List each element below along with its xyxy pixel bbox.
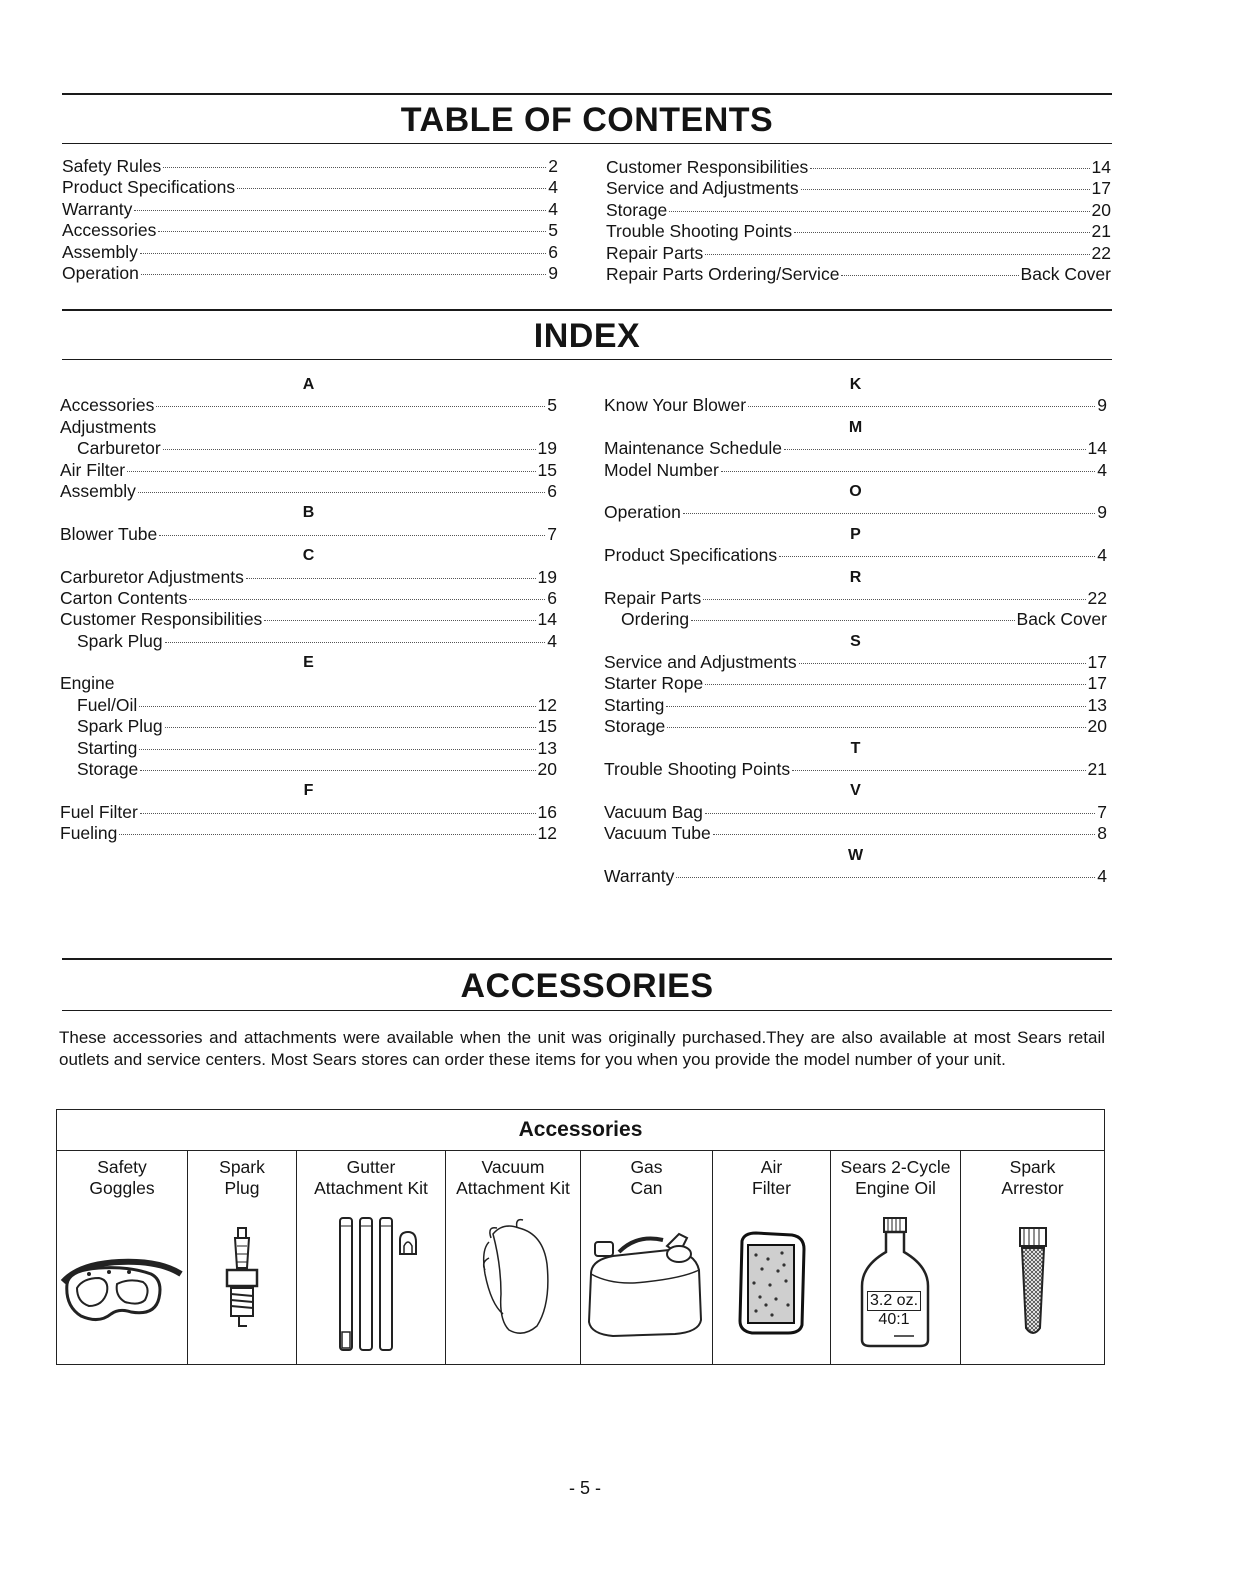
entry-page: 2 (548, 156, 558, 176)
oil-bottle-label (861, 1291, 927, 1329)
accessory-name: Gutter Attachment Kit (314, 1157, 428, 1198)
dot-leader (705, 684, 1085, 685)
dot-leader (801, 189, 1090, 190)
index-entry (604, 652, 1107, 673)
dot-leader (721, 471, 1095, 472)
entry-page: 17 (1091, 178, 1111, 199)
index-entry (60, 588, 557, 609)
accessories-top-rule (62, 958, 1112, 960)
dot-leader (139, 749, 535, 750)
index-entry (60, 823, 557, 844)
dot-leader (138, 492, 545, 493)
index-entry (60, 438, 557, 459)
entry-page: 17 (1087, 652, 1107, 673)
entry-page: 12 (537, 823, 557, 844)
index-entry (60, 716, 557, 737)
accessory-cell-gutter-kit (297, 1151, 446, 1365)
dot-leader (264, 620, 535, 621)
entry-label: Operation (604, 502, 681, 523)
accessories-title: ACCESSORIES (460, 967, 714, 1005)
dot-leader (139, 706, 535, 707)
entry-label: Operation (62, 262, 139, 283)
oil-bottle-ratio: 40:1 (878, 1311, 910, 1328)
dot-leader (841, 275, 1018, 276)
index-letter-heading: B (302, 504, 315, 522)
oil-bottle-size: 3.2 oz. (867, 1291, 921, 1311)
entry-page: 22 (1087, 587, 1107, 608)
index-entry (60, 395, 557, 416)
toc-title-rule (62, 143, 1112, 144)
entry-label: Customer Responsibilities (606, 157, 809, 177)
accessory-name: Gas Can (630, 1157, 663, 1198)
dot-leader (669, 211, 1089, 212)
index-entry (60, 673, 557, 694)
entry-label: Vacuum Bag (604, 801, 703, 822)
toc-entry (62, 199, 558, 220)
toc-entry (62, 263, 558, 284)
spark-arrestor-icon (1008, 1224, 1058, 1344)
entry-page: Back Cover (1016, 609, 1107, 630)
entry-label: Maintenance Schedule (604, 438, 783, 459)
dot-leader (140, 770, 535, 771)
index-letter-heading: K (849, 376, 862, 393)
entry-page: 20 (1087, 716, 1107, 737)
index-entry (60, 609, 557, 630)
entry-page: 6 (547, 587, 557, 608)
index-entry (60, 759, 557, 780)
index-entry (60, 417, 557, 438)
index-title-rule (62, 359, 1112, 360)
entry-page: 9 (1097, 395, 1107, 416)
entry-page: Back Cover (1020, 263, 1111, 284)
entry-page: 4 (1097, 865, 1107, 886)
dot-leader (140, 813, 536, 814)
entry-label: Assembly (60, 480, 136, 501)
toc-entry (606, 178, 1111, 199)
entry-label: Repair Parts Ordering/Service (606, 263, 840, 284)
toc-entry (606, 243, 1111, 264)
entry-label: Warranty (62, 198, 133, 219)
accessory-cell-spark-plug (188, 1151, 297, 1365)
dot-leader (140, 253, 546, 254)
index-letter-heading: W (847, 846, 864, 864)
entry-page: 21 (1091, 221, 1111, 242)
index-entry (604, 609, 1107, 630)
accessory-name: Spark Plug (219, 1157, 265, 1198)
dot-leader (237, 188, 546, 189)
index-entry (604, 759, 1107, 780)
index-entry (604, 460, 1107, 481)
gas-can-icon (583, 1224, 711, 1344)
index-entry (604, 438, 1107, 459)
entry-page: 5 (548, 220, 558, 241)
toc-right-column (606, 157, 1111, 285)
entry-label: Air Filter (60, 459, 126, 480)
dot-leader (748, 406, 1095, 407)
dot-leader (165, 727, 536, 728)
dot-leader (141, 274, 546, 275)
entry-label: Starting (604, 694, 665, 715)
entry-label: Accessories (60, 395, 155, 416)
index-letter-heading: O (849, 482, 862, 500)
index-entry (604, 802, 1107, 823)
toc-top-rule (62, 93, 1112, 95)
dot-leader (246, 578, 536, 579)
entry-page: 6 (547, 480, 557, 501)
dot-leader (119, 834, 535, 835)
entry-page: 7 (547, 523, 557, 544)
accessory-cell-air-filter (713, 1151, 831, 1365)
safety-goggles-icon (59, 1234, 185, 1334)
entry-page: 8 (1097, 823, 1107, 844)
toc-entry (62, 220, 558, 241)
entry-label: Carton Contents (60, 587, 188, 608)
accessories-table (56, 1109, 1105, 1365)
entry-page: 13 (537, 737, 557, 758)
dot-leader (156, 406, 545, 407)
entry-label: Storage (604, 716, 666, 737)
page-number: - 5 - (568, 1478, 601, 1498)
spark-plug-icon (217, 1224, 267, 1344)
entry-page: 14 (1091, 157, 1111, 177)
toc-left-column (62, 156, 558, 284)
accessory-name: Safety Goggles (89, 1157, 155, 1198)
dot-leader (792, 770, 1085, 771)
entry-label: Model Number (604, 459, 719, 480)
toc-title: TABLE OF CONTENTS (400, 101, 774, 139)
entry-label: Ordering (621, 609, 690, 630)
entry-page: 15 (537, 716, 557, 737)
dot-leader (691, 620, 1014, 621)
dot-leader (666, 706, 1085, 707)
entry-label: Product Specifications (62, 177, 236, 198)
toc-entry (62, 177, 558, 198)
entry-page: 19 (537, 438, 557, 459)
entry-label: Repair Parts (604, 587, 702, 608)
index-entry (60, 567, 557, 588)
gutter-kit-icon (316, 1214, 426, 1354)
entry-label: Assembly (62, 241, 138, 262)
entry-label: Carburetor Adjustments (60, 566, 244, 587)
entry-page: 17 (1087, 673, 1107, 694)
dot-leader (779, 556, 1095, 557)
accessories-intro: These accessories and attachments were available when the unit was originally purchased.They are also available at most Sears retail outlets and service centers. Most Sears stores can order these items for you when you provide the model number of your unit. (59, 1028, 1105, 1069)
entry-page: 15 (537, 459, 557, 480)
entry-label: Customer Responsibilities (60, 609, 263, 630)
index-title: INDEX (533, 317, 641, 355)
dot-leader (784, 449, 1085, 450)
entry-label: Repair Parts (606, 242, 704, 263)
dot-leader (158, 231, 546, 232)
dot-leader (127, 471, 535, 472)
entry-label: Trouble Shooting Points (604, 759, 791, 780)
index-entry (60, 524, 557, 545)
accessory-cell-vacuum-kit (446, 1151, 581, 1365)
entry-label: Starting (77, 737, 138, 758)
entry-label: Accessories (62, 220, 157, 241)
index-entry (60, 738, 557, 759)
toc-entry (606, 264, 1111, 285)
index-entry (604, 866, 1107, 887)
index-entry (604, 695, 1107, 716)
index-entry (604, 716, 1107, 737)
dot-leader (189, 599, 545, 600)
dot-leader (713, 834, 1096, 835)
index-letter-heading: C (302, 547, 315, 565)
accessories-table-title: Accessories (57, 1110, 1105, 1151)
entry-page: 19 (537, 566, 557, 587)
entry-label: Trouble Shooting Points (606, 221, 793, 242)
entry-page: 4 (548, 198, 558, 219)
dot-leader (134, 210, 546, 211)
index-letter-heading: S (850, 632, 861, 650)
dot-leader (163, 167, 546, 168)
dot-leader (703, 599, 1085, 600)
index-entry (60, 481, 557, 502)
dot-leader (163, 449, 536, 450)
dot-leader (794, 232, 1089, 233)
accessory-name: Sears 2-Cycle Engine Oil (840, 1157, 951, 1198)
entry-label: Starter Rope (604, 673, 704, 694)
index-letter-heading: A (302, 376, 315, 393)
index-letter-heading: M (848, 418, 863, 436)
air-filter-icon (732, 1229, 812, 1339)
index-entry (604, 673, 1107, 694)
entry-label: Fueling (60, 823, 118, 844)
entry-label: Vacuum Tube (604, 823, 711, 844)
entry-label: Spark Plug (77, 716, 163, 737)
dot-leader (159, 535, 545, 536)
entry-page: 4 (547, 630, 557, 651)
dot-leader (165, 642, 546, 643)
entry-page: 20 (537, 759, 557, 780)
entry-page: 9 (548, 262, 558, 283)
index-letter-heading: V (850, 782, 861, 800)
entry-page: 20 (1091, 199, 1111, 220)
index-entry (604, 545, 1107, 566)
engine-oil-icon (854, 1216, 938, 1352)
accessory-cell-gas-can (581, 1151, 713, 1365)
entry-label: Product Specifications (604, 545, 778, 566)
index-letter-heading: E (303, 654, 314, 672)
index-entry (60, 631, 557, 652)
index-letter-heading: T (850, 739, 861, 757)
index-entry (60, 460, 557, 481)
entry-label: Storage (606, 199, 668, 220)
accessory-cell-spark-arrestor (961, 1151, 1105, 1365)
entry-label: Safety Rules (62, 156, 162, 176)
dot-leader (683, 513, 1095, 514)
entry-page: 4 (548, 177, 558, 198)
entry-page: 9 (1097, 502, 1107, 523)
entry-label: Fuel/Oil (77, 694, 138, 715)
index-letter-heading: F (303, 782, 314, 800)
entry-page: 4 (1097, 459, 1107, 480)
dot-leader (799, 663, 1086, 664)
entry-label: Service and Adjustments (604, 652, 797, 673)
index-entry (604, 588, 1107, 609)
index-entry (604, 823, 1107, 844)
index-right-column (604, 374, 1107, 887)
entry-label: Service and Adjustments (606, 178, 799, 199)
index-entry (604, 395, 1107, 416)
entry-label: Storage (77, 759, 139, 780)
accessory-name: Air Filter (752, 1157, 791, 1198)
dot-leader (810, 168, 1089, 169)
entry-label: Fuel Filter (60, 801, 138, 822)
dot-leader (667, 727, 1085, 728)
entry-label: Warranty (604, 865, 675, 886)
entry-page: 4 (1097, 545, 1107, 566)
accessory-name: Spark Arrestor (1001, 1157, 1064, 1198)
index-entry (60, 695, 557, 716)
entry-label: Know Your Blower (604, 395, 747, 416)
entry-page: 13 (1087, 694, 1107, 715)
entry-page: 7 (1097, 801, 1107, 822)
accessory-cell-safety-goggles (57, 1151, 188, 1365)
vacuum-kit-icon (463, 1214, 563, 1354)
index-entry (604, 502, 1107, 523)
entry-label: Spark Plug (77, 630, 163, 651)
accessory-cell-engine-oil (831, 1151, 961, 1365)
accessories-title-rule (62, 1010, 1112, 1011)
entry-page: 6 (548, 241, 558, 262)
toc-entry (62, 156, 558, 177)
entry-page: 14 (537, 609, 557, 630)
entry-page: 14 (1087, 438, 1107, 459)
entry-label: Carburetor (77, 438, 161, 459)
index-letter-heading: P (850, 525, 861, 543)
accessory-name: Vacuum Attachment Kit (456, 1157, 570, 1198)
toc-entry (606, 200, 1111, 221)
entry-page: 12 (537, 694, 557, 715)
toc-entry (606, 221, 1111, 242)
entry-label: Engine (60, 673, 115, 694)
dot-leader (705, 813, 1095, 814)
toc-entry (62, 242, 558, 263)
index-top-rule (62, 309, 1112, 311)
dot-leader (676, 877, 1095, 878)
entry-page: 16 (537, 801, 557, 822)
entry-page: 5 (547, 395, 557, 416)
index-letter-heading: R (849, 568, 862, 586)
index-entry (60, 802, 557, 823)
entry-page: 21 (1087, 759, 1107, 780)
entry-label: Blower Tube (60, 523, 158, 544)
index-left-column (60, 374, 557, 845)
toc-entry (606, 157, 1111, 178)
dot-leader (705, 254, 1089, 255)
entry-page: 22 (1091, 242, 1111, 263)
entry-label: Adjustments (60, 416, 157, 437)
